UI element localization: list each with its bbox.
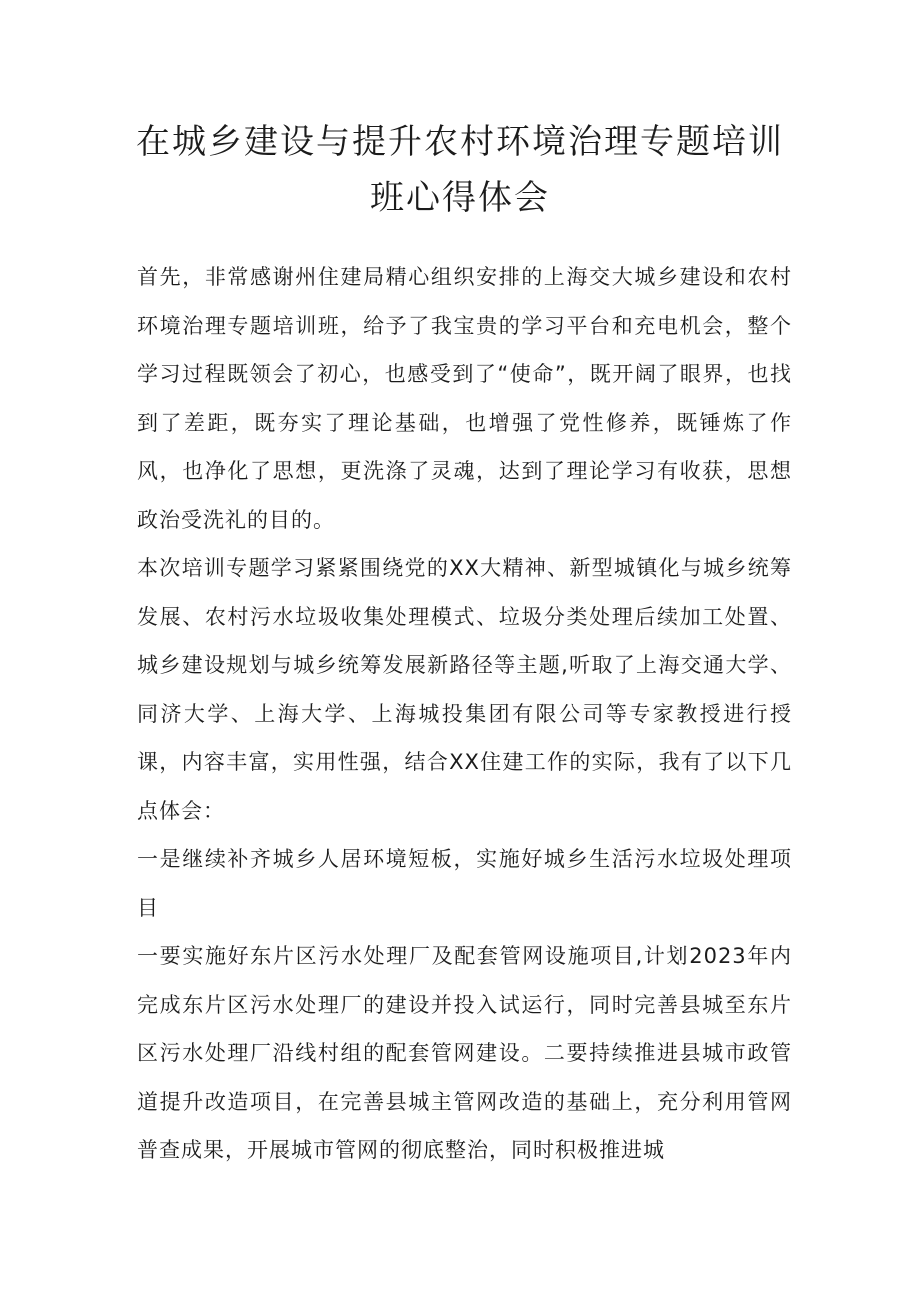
document-title: 在城乡建设与提升农村环境治理专题培训班心得体会 [136, 122, 784, 218]
paragraph: 本次培训专题学习紧紧围绕党的XX大精神、新型城镇化与城乡统筹发展、农村污水垃圾收集处理模式、垃圾分类处理后续加工处置、城乡建设规划与城乡统筹发展新路径等主题,听取了上海交通大学、同济大学、上海大学、上海城投集团有限公司等专家教授进行授课，内容丰富，实用性强，结合XX住建工作的实际，我有了以下几点体会： [137, 556, 792, 823]
paragraph: 一要实施好东片区污水处理厂及配套管网设施项目,计划2023年内完成东片区污水处理厂的建设并投入试运行，同时完善县城至东片区污水处理厂沿线村组的配套管网建设。二要持续推进县城市政管道提升改造项目，在完善县城主管网改造的基础上，充分利用管网普查成果，开展城市管网的彻底整治，同时积极推进城 [137, 944, 792, 1162]
paragraph: 首先，非常感谢州住建局精心组织安排的上海交大城乡建设和农村环境治理专题培训班，给予了我宝贵的学习平台和充电机会，整个学习过程既领会了初心，也感受到了“使命”，既开阔了眼界，也找到了差距，既夯实了理论基础，也增强了党性修养，既锤炼了作风，也净化了思想，更洗涤了灵魂，达到了理论学习有收获，思想政治受洗礼的目的。 [137, 265, 792, 532]
document-body [137, 253, 792, 1175]
section-heading: 一是继续补齐城乡人居环境短板，实施好城乡生活污水垃圾处理项目 [137, 847, 792, 920]
